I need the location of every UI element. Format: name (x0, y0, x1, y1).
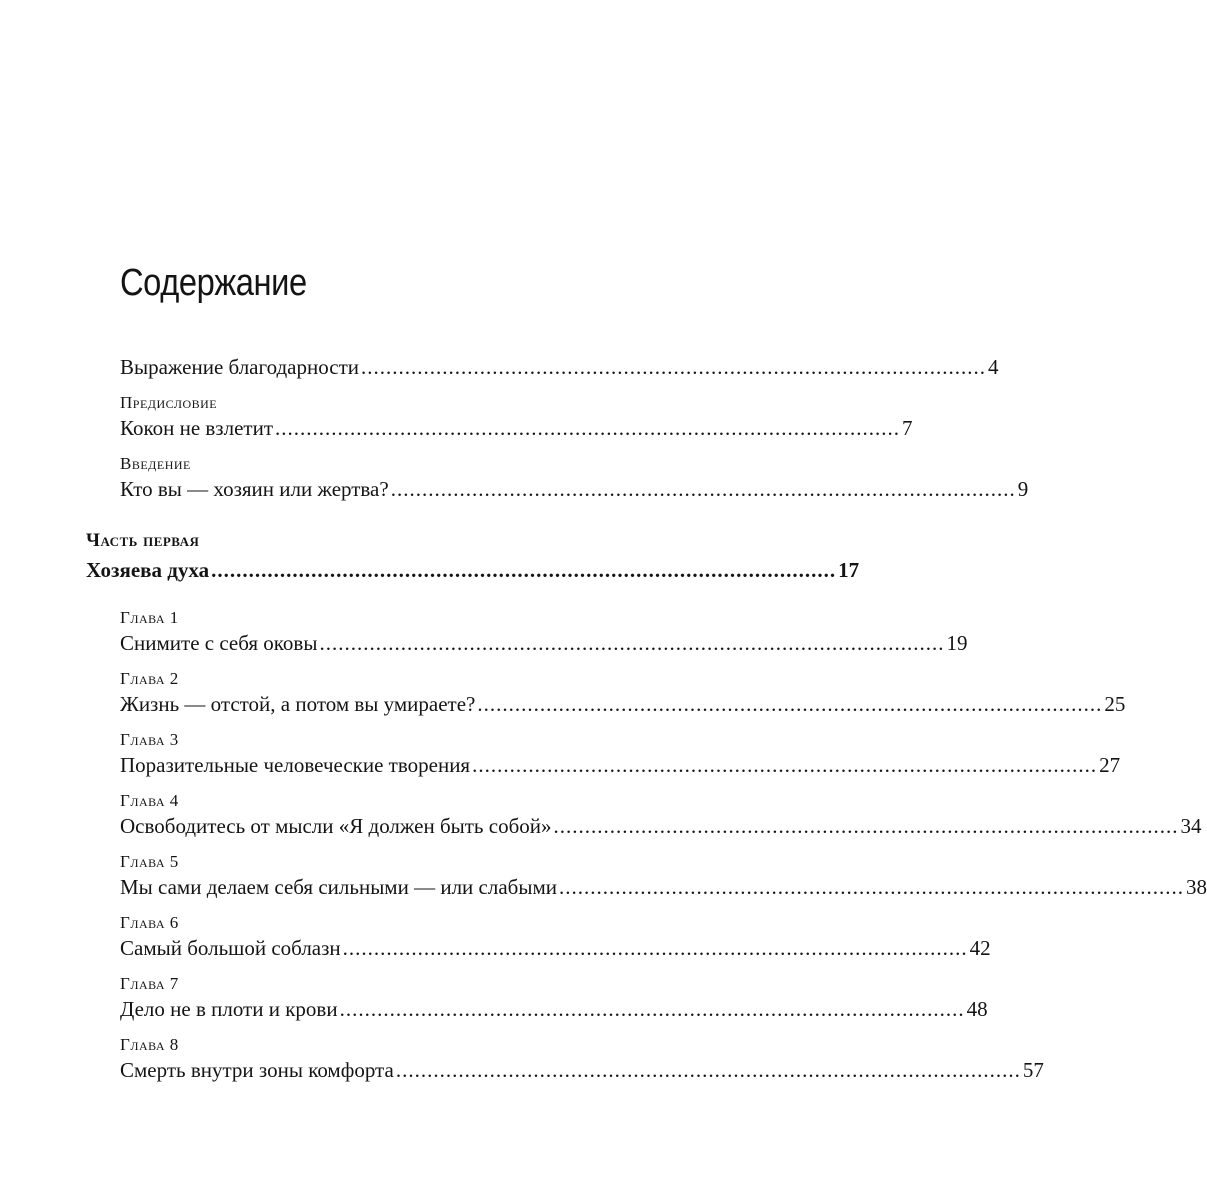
toc-entry-title: Освободитесь от мысли «Я должен быть собой» (120, 814, 552, 838)
toc-entry-preface[interactable] (120, 416, 913, 442)
toc-entry-title: Смерть внутри зоны комфорта (120, 1058, 394, 1082)
toc-entry-title: Выражение благодарности (120, 355, 359, 379)
toc-part-label: Часть первая (86, 530, 200, 551)
dot-leader: .................................................................................................... (211, 558, 837, 582)
toc-entry-page: 4 (988, 355, 999, 379)
toc-entry-chapter-4[interactable] (120, 814, 1202, 840)
toc-entry-page: 9 (1017, 477, 1029, 501)
toc-entry-page: 25 (1104, 692, 1126, 716)
toc-chapter-label: Глава 8 (120, 1035, 179, 1054)
dot-leader: .................................................................................................... (472, 753, 1098, 777)
toc-entry-chapter-1[interactable] (120, 631, 968, 657)
toc-entry-part-one[interactable] (86, 558, 860, 584)
toc-entry-title: Хозяева духа (86, 558, 210, 582)
toc-entry-title: Кокон не взлетит (120, 416, 273, 440)
dot-leader: .................................................................................................... (553, 814, 1179, 838)
dot-leader: .................................................................................................... (477, 692, 1103, 716)
dot-leader: .................................................................................................... (361, 355, 986, 379)
toc-chapter-label: Глава 4 (120, 791, 179, 810)
toc-entry-page: 57 (1022, 1058, 1044, 1082)
toc-entry-chapter-7[interactable] (120, 997, 988, 1023)
toc-chapter-label: Глава 7 (120, 974, 179, 993)
dot-leader: .................................................................................................... (275, 416, 900, 440)
toc-chapter-label: Глава 3 (120, 730, 179, 749)
toc-entry-chapter-6[interactable] (120, 936, 991, 962)
toc-entry-chapter-3[interactable] (120, 753, 1121, 779)
dot-leader: .................................................................................................... (319, 631, 945, 655)
toc-entry-page: 42 (969, 936, 991, 960)
page-title: Содержание (120, 262, 307, 304)
toc-chapter-label: Глава 1 (120, 608, 179, 627)
toc-entry-page: 38 (1185, 875, 1207, 899)
toc-entry-acknowledgements[interactable] (120, 355, 999, 381)
dot-leader: .................................................................................................... (395, 1058, 1021, 1082)
toc-chapter-label: Глава 5 (120, 852, 179, 871)
toc-entry-page: 7 (902, 416, 913, 440)
toc-entry-page: 27 (1099, 753, 1121, 777)
toc-entry-title: Мы сами делаем себя сильными — или слабыми (120, 875, 557, 899)
toc-chapter-label: Глава 6 (120, 913, 179, 932)
toc-entry-title: Поразительные человеческие творения (120, 753, 471, 777)
toc-entry-page: 34 (1180, 814, 1202, 838)
toc-entry-title: Самый большой соблазн (120, 936, 341, 960)
toc-entry-chapter-2[interactable] (120, 692, 1126, 718)
toc-chapter-label: Глава 2 (120, 669, 179, 688)
toc-entry-title: Жизнь — отстой, а потом вы умираете? (120, 692, 476, 716)
toc-entry-title: Дело не в плоти и крови (120, 997, 338, 1021)
toc-entry-chapter-8[interactable] (120, 1058, 1044, 1084)
dot-leader: .................................................................................................... (390, 477, 1016, 501)
toc-entry-title: Снимите с себя оковы (120, 631, 318, 655)
dot-leader: .................................................................................................... (558, 875, 1184, 899)
toc-entry-title: Кто вы — хозяин или жертва? (120, 477, 389, 501)
toc-entry-page: 19 (946, 631, 968, 655)
toc-section-label: Предисловие (120, 393, 218, 412)
dot-leader: .................................................................................................... (342, 936, 968, 960)
toc-entry-introduction[interactable] (120, 477, 1029, 503)
dot-leader: .................................................................................................... (339, 997, 965, 1021)
toc-entry-page: 48 (966, 997, 988, 1021)
toc-entry-chapter-5[interactable] (120, 875, 1207, 901)
toc-entry-page: 17 (838, 558, 860, 582)
toc-section-label: Введение (120, 454, 191, 473)
